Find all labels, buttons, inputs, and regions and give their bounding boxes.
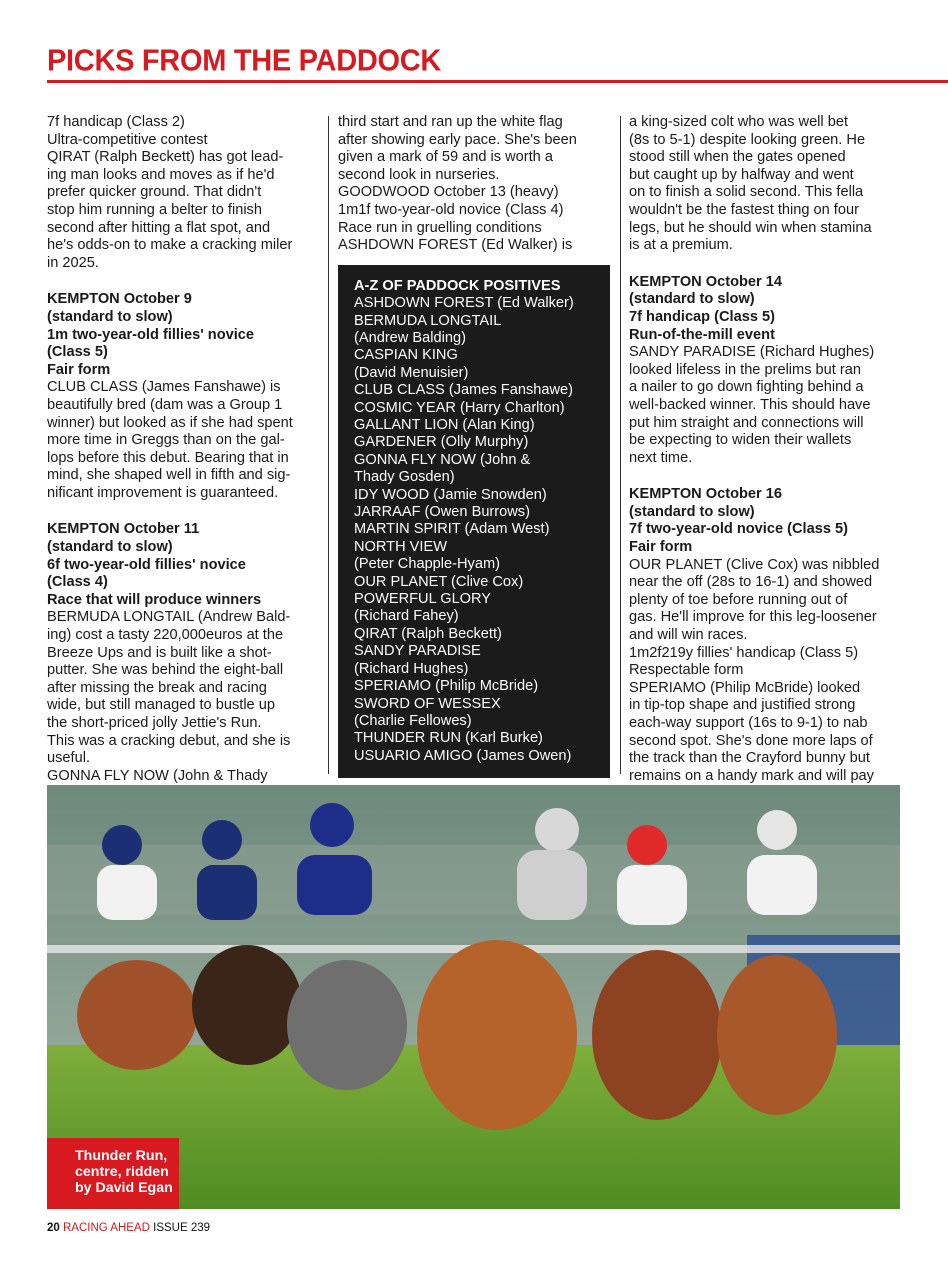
- az-item: (Charlie Fellowes): [354, 712, 472, 729]
- race-heading: Race that will produce winners: [47, 591, 262, 608]
- race-heading: 6f two-year-old fillies' novice: [47, 556, 246, 573]
- text-line: mind, she shaped well in fifth and sig-: [47, 467, 291, 484]
- column-1: [47, 114, 319, 822]
- text-line: Ultra-competitive contest: [47, 131, 208, 148]
- page-footer: [47, 1221, 210, 1235]
- az-item: COSMIC YEAR (Harry Charlton): [354, 399, 565, 416]
- text-line: a nailer to go down fighting behind a: [629, 379, 864, 396]
- az-item: MARTIN SPIRIT (Adam West): [354, 521, 550, 538]
- race-heading: (Class 5): [47, 344, 108, 361]
- text-line: OUR PLANET (Clive Cox) was nibbled: [629, 556, 880, 573]
- az-item: Thady Gosden): [354, 469, 455, 486]
- text-line: looked lifeless in the prelims but ran: [629, 361, 861, 378]
- text-line: GONNA FLY NOW (John & Thady: [47, 767, 268, 784]
- text-line: well-backed winner. This should have: [629, 396, 871, 413]
- text-line: in tip-top shape and justified strong: [629, 697, 856, 714]
- column-divider: [328, 116, 329, 774]
- text-line: 1m1f two-year-old novice (Class 4): [338, 201, 564, 218]
- title-rule: [47, 80, 948, 83]
- text-line: legs, but he should win when stamina: [629, 219, 872, 236]
- text-line: second look in nurseries.: [338, 166, 500, 183]
- text-line: after showing early pace. She's been: [338, 131, 577, 148]
- az-item: (David Menuisier): [354, 364, 469, 381]
- text-line: near the off (28s to 16-1) and showed: [629, 574, 873, 591]
- text-line: each-way support (16s to 9-1) to nab: [629, 715, 868, 731]
- race-heading: Fair form: [629, 539, 693, 556]
- text-line: remains on a handy mark and will pay: [629, 767, 874, 784]
- az-item: OUR PLANET (Clive Cox): [354, 573, 524, 590]
- text-line: be expecting to widen their wallets: [629, 432, 852, 449]
- race-entry: [47, 291, 319, 502]
- race-heading: (standard to slow): [629, 503, 755, 520]
- caption-line: centre, ridden: [75, 1164, 169, 1181]
- text-line: on to finish a solid second. This fella: [629, 184, 864, 201]
- text-line: useful.: [47, 750, 90, 767]
- caption-line: Thunder Run,: [75, 1148, 168, 1164]
- text-line: a king-sized colt who was well bet: [629, 114, 849, 130]
- race-heading: Run-of-the-mill event: [629, 326, 775, 343]
- magazine-name: RACING AHEAD: [63, 1222, 150, 1234]
- text-line: beautifully bred (dam was a Group 1: [47, 396, 283, 413]
- text-line: stood still when the gates opened: [629, 149, 846, 166]
- text-line: second spot. She's done more laps of: [629, 732, 873, 749]
- az-item: IDY WOOD (Jamie Snowden): [354, 486, 547, 503]
- text-line: CLUB CLASS (James Fanshawe) is: [47, 379, 281, 396]
- text-line: BERMUDA LONGTAIL (Andrew Bald-: [47, 609, 291, 626]
- az-box-title: A-Z OF PADDOCK POSITIVES: [354, 277, 561, 294]
- race-photo: [47, 785, 900, 1209]
- race-heading: 7f two-year-old novice (Class 5): [629, 521, 848, 538]
- text-line: 7f handicap (Class 2): [47, 114, 185, 130]
- text-line: winner) but looked as if she had spent: [47, 414, 293, 431]
- race-heading: (standard to slow): [47, 308, 173, 325]
- az-item: THUNDER RUN (Karl Burke): [354, 730, 543, 747]
- text-line: lops before this debut. Bearing that in: [47, 449, 289, 466]
- text-line: nificant improvement is guaranteed.: [47, 484, 279, 501]
- text-line: 1m2f219y fillies' handicap (Class 5): [629, 644, 859, 661]
- race-entry: [629, 114, 899, 255]
- text-line: putter. She was behind the eight-ball: [47, 662, 284, 679]
- az-item: (Peter Chapple-Hyam): [354, 556, 500, 573]
- text-line: put him straight and connections will: [629, 414, 864, 431]
- text-line: wide, but still managed to bustle up: [47, 697, 275, 714]
- az-item: SPERIAMO (Philip McBride): [354, 678, 539, 695]
- race-heading: (standard to slow): [629, 291, 755, 308]
- text-line: ing man looks and moves as if he'd: [47, 166, 275, 183]
- text-line: is at a premium.: [629, 237, 733, 254]
- az-item: (Richard Hughes): [354, 660, 469, 677]
- text-line: SPERIAMO (Philip McBride) looked: [629, 679, 861, 696]
- race-heading: 7f handicap (Class 5): [629, 308, 775, 325]
- text-line: next time.: [629, 449, 693, 466]
- race-entry: [629, 486, 899, 803]
- text-line: ASHDOWN FOREST (Ed Walker) is: [338, 237, 573, 254]
- text-line: stop him running a belter to finish: [47, 201, 262, 218]
- az-item: USUARIO AMIGO (James Owen): [354, 747, 572, 764]
- text-line: in 2025.: [47, 254, 99, 271]
- race-entry: [629, 274, 899, 468]
- text-line: more time in Greggs than on the gal-: [47, 432, 285, 449]
- race-heading: KEMPTON October 9: [47, 291, 192, 308]
- race-heading: KEMPTON October 14: [629, 273, 782, 290]
- text-line: Breeze Ups and is built like a shot-: [47, 644, 272, 661]
- az-item: GARDENER (Olly Murphy): [354, 434, 529, 451]
- az-item: SANDY PARADISE: [354, 643, 481, 660]
- az-item: QIRAT (Ralph Beckett): [354, 625, 502, 642]
- az-item: GALLANT LION (Alan King): [354, 417, 535, 433]
- az-item: CLUB CLASS (James Fanshawe): [354, 382, 573, 399]
- az-item: BERMUDA LONGTAIL: [354, 312, 502, 329]
- race-entry: [47, 114, 319, 272]
- text-line: Race run in gruelling conditions: [338, 219, 542, 236]
- az-item: SWORD OF WESSEX: [354, 695, 501, 712]
- az-item: POWERFUL GLORY: [354, 591, 492, 608]
- race-heading: (standard to slow): [47, 539, 173, 556]
- text-line: third start and ran up the white flag: [338, 114, 563, 130]
- az-item: ASHDOWN FOREST (Ed Walker): [354, 295, 574, 312]
- text-line: gas. He'll improve for this leg-loosener: [629, 609, 877, 626]
- az-item: GONNA FLY NOW (John &: [354, 451, 531, 468]
- text-line: he's odds-on to make a cracking miler: [47, 237, 293, 254]
- race-entry: [338, 114, 610, 255]
- column-3: [629, 114, 899, 822]
- text-line: This was a cracking debut, and she is: [47, 732, 291, 749]
- text-line: wouldn't be the fastest thing on four: [629, 201, 859, 218]
- race-heading: (Class 4): [47, 574, 108, 591]
- text-line: (8s to 5-1) despite looking green. He: [629, 131, 866, 148]
- text-line: the track than the Crayford bunny but: [629, 750, 870, 767]
- text-line: and will win races.: [629, 627, 748, 644]
- issue-number: ISSUE 239: [153, 1222, 211, 1234]
- column-2: [338, 114, 610, 778]
- race-entry: [47, 521, 319, 803]
- az-item: CASPIAN KING: [354, 347, 458, 364]
- text-line: SANDY PARADISE (Richard Hughes): [629, 344, 875, 361]
- race-heading: KEMPTON October 16: [629, 486, 782, 503]
- text-line: Respectable form: [629, 662, 744, 679]
- text-line: given a mark of 59 and is worth a: [338, 149, 553, 166]
- az-item: JARRAAF (Owen Burrows): [354, 504, 530, 521]
- text-line: after missing the break and racing: [47, 679, 267, 696]
- az-item: NORTH VIEW: [354, 538, 447, 555]
- race-heading: 1m two-year-old fillies' novice: [47, 326, 255, 343]
- text-line: GOODWOOD October 13 (heavy): [338, 184, 559, 201]
- race-heading: KEMPTON October 11: [47, 521, 200, 538]
- text-line: but caught up by halfway and went: [629, 166, 854, 183]
- text-line: QIRAT (Ralph Beckett) has got lead-: [47, 149, 284, 166]
- page-title: PICKS FROM THE PADDOCK: [47, 44, 442, 78]
- photo-caption: [47, 1138, 179, 1209]
- column-divider: [620, 116, 621, 774]
- race-heading: Fair form: [47, 361, 111, 378]
- az-positives-box: [338, 265, 610, 778]
- az-item: (Andrew Balding): [354, 329, 466, 346]
- text-line: prefer quicker ground. That didn't: [47, 184, 262, 201]
- text-line: the short-priced jolly Jettie's Run.: [47, 715, 262, 731]
- text-line: second after hitting a flat spot, and: [47, 219, 271, 236]
- text-line: ing) cost a tasty 220,000euros at the: [47, 627, 284, 644]
- caption-line: by David Egan: [75, 1180, 173, 1197]
- page-number: 20: [47, 1222, 60, 1234]
- text-line: plenty of toe before running out of: [629, 591, 848, 608]
- az-item: (Richard Fahey): [354, 608, 459, 625]
